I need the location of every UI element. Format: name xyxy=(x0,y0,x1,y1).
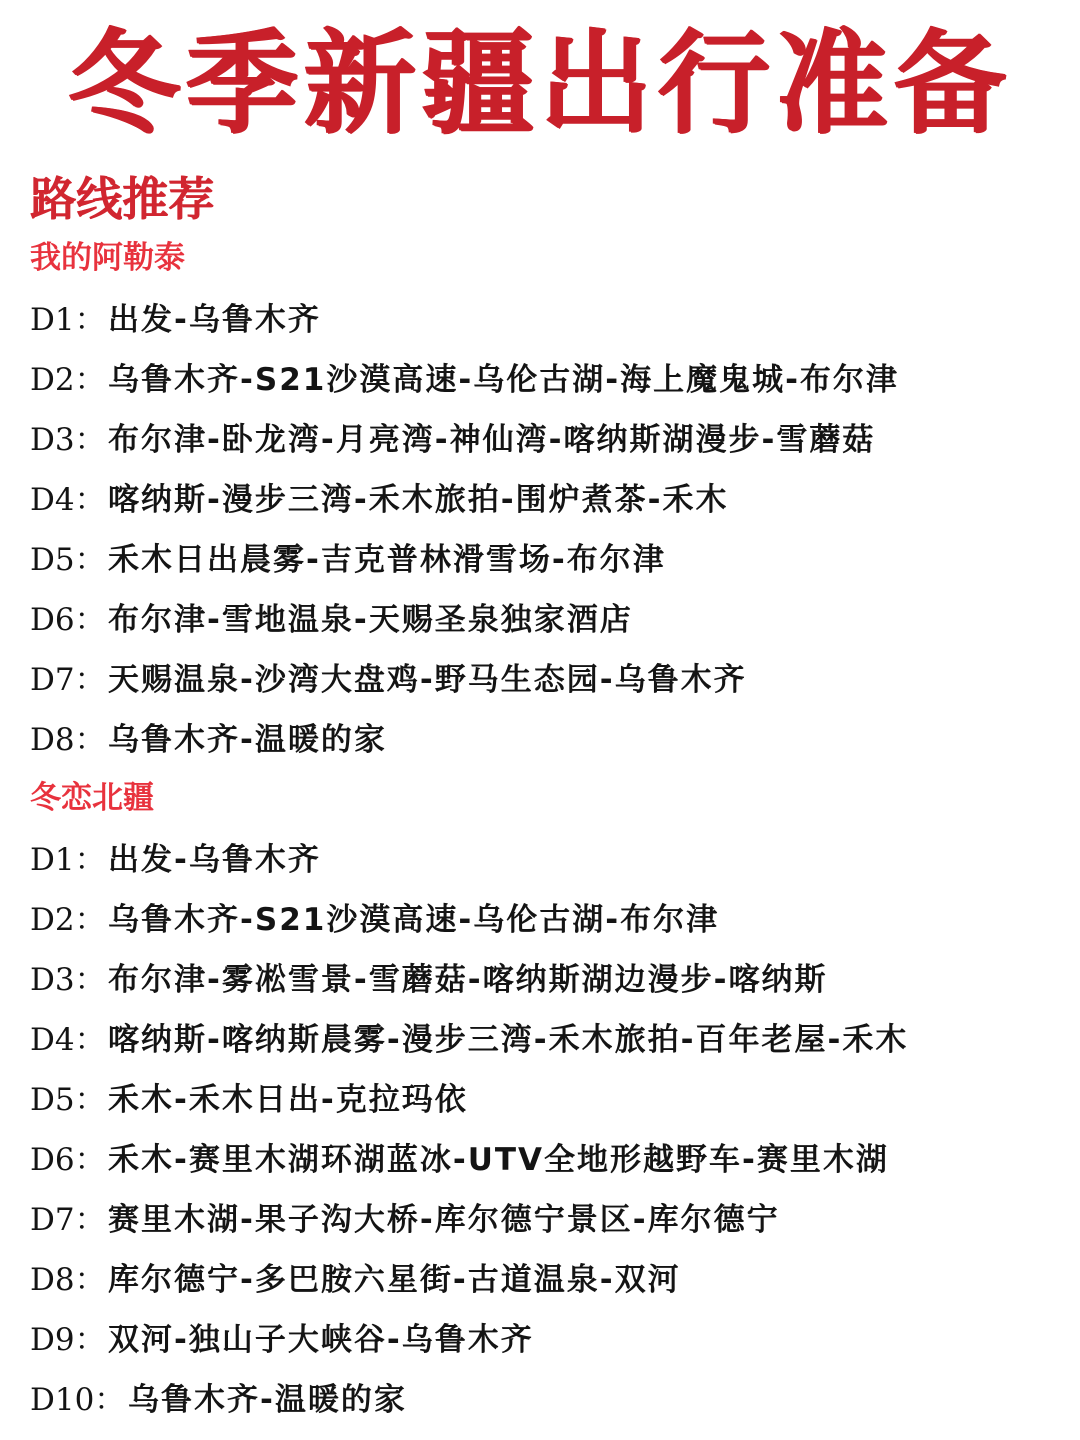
page-title: 冬季新疆出行准备 xyxy=(68,19,1012,149)
day-label: D10： xyxy=(30,1381,126,1418)
day-label: D1： xyxy=(30,841,106,878)
itinerary-day xyxy=(30,1126,1060,1186)
day-label: D5： xyxy=(30,541,106,578)
day-label: D4： xyxy=(30,1021,106,1058)
itinerary-day xyxy=(30,1366,1060,1426)
day-itinerary: 禾木日出晨雾-吉克普林滑雪场-布尔津 xyxy=(108,541,666,578)
day-label: D1： xyxy=(30,301,106,338)
day-label: D7： xyxy=(30,661,106,698)
itinerary-day xyxy=(30,466,1060,526)
day-itinerary: 喀纳斯-漫步三湾-禾木旅拍-围炉煮茶-禾木 xyxy=(108,481,729,518)
route-block-altay xyxy=(30,230,1060,766)
day-itinerary: 乌鲁木齐-温暖的家 xyxy=(108,721,387,758)
day-label: D9： xyxy=(30,1321,106,1358)
day-itinerary: 布尔津-雪地温泉-天赐圣泉独家酒店 xyxy=(108,601,633,638)
route-title: 我的阿勒泰 xyxy=(30,240,185,276)
itinerary-day xyxy=(30,1306,1060,1366)
itinerary-day xyxy=(30,646,1060,706)
day-label: D4： xyxy=(30,481,106,518)
day-label: D2： xyxy=(30,901,106,938)
day-itinerary: 乌鲁木齐-温暖的家 xyxy=(128,1381,407,1418)
day-itinerary: 布尔津-雾凇雪景-雪蘑菇-喀纳斯湖边漫步-喀纳斯 xyxy=(108,961,828,998)
itinerary-day xyxy=(30,946,1060,1006)
itinerary-day xyxy=(30,1006,1060,1066)
itinerary-day xyxy=(30,1186,1060,1246)
day-itinerary: 赛里木湖-果子沟大桥-库尔德宁景区-库尔德宁 xyxy=(108,1201,780,1238)
day-itinerary: 出发-乌鲁木齐 xyxy=(108,841,321,878)
day-label: D6： xyxy=(30,1141,106,1178)
day-itinerary: 布尔津-卧龙湾-月亮湾-神仙湾-喀纳斯湖漫步-雪蘑菇 xyxy=(108,421,876,458)
section-heading-route-recommendation: 路线推荐 xyxy=(30,172,214,226)
itinerary-day xyxy=(30,886,1060,946)
day-label: D3： xyxy=(30,961,106,998)
day-itinerary: 喀纳斯-喀纳斯晨雾-漫步三湾-禾木旅拍-百年老屋-禾木 xyxy=(108,1021,909,1058)
itinerary-day xyxy=(30,1066,1060,1126)
itinerary-day xyxy=(30,526,1060,586)
itinerary-day xyxy=(30,1246,1060,1306)
day-itinerary: 乌鲁木齐-S21沙漠高速-乌伦古湖-海上魔鬼城-布尔津 xyxy=(108,361,899,398)
day-itinerary: 天赐温泉-沙湾大盘鸡-野马生态园-乌鲁木齐 xyxy=(108,661,747,698)
route-block-north-xinjiang xyxy=(30,770,1060,1426)
route-title: 冬恋北疆 xyxy=(30,780,154,816)
day-itinerary: 禾木-禾木日出-克拉玛依 xyxy=(108,1081,468,1118)
day-itinerary: 双河-独山子大峡谷-乌鲁木齐 xyxy=(108,1321,534,1358)
day-label: D3： xyxy=(30,421,106,458)
day-itinerary: 库尔德宁-多巴胺六星街-古道温泉-双河 xyxy=(108,1261,681,1298)
itinerary-day xyxy=(30,586,1060,646)
day-itinerary: 乌鲁木齐-S21沙漠高速-乌伦古湖-布尔津 xyxy=(108,901,720,938)
itinerary-day xyxy=(30,706,1060,766)
itinerary-day xyxy=(30,286,1060,346)
day-label: D6： xyxy=(30,601,106,638)
day-itinerary: 出发-乌鲁木齐 xyxy=(108,301,321,338)
day-label: D7： xyxy=(30,1201,106,1238)
day-label: D8： xyxy=(30,721,106,758)
day-label: D2： xyxy=(30,361,106,398)
itinerary-day xyxy=(30,346,1060,406)
itinerary-day xyxy=(30,826,1060,886)
day-label: D8： xyxy=(30,1261,106,1298)
itinerary-day xyxy=(30,406,1060,466)
day-label: D5： xyxy=(30,1081,106,1118)
day-itinerary: 禾木-赛里木湖环湖蓝冰-UTV全地形越野车-赛里木湖 xyxy=(108,1141,889,1178)
